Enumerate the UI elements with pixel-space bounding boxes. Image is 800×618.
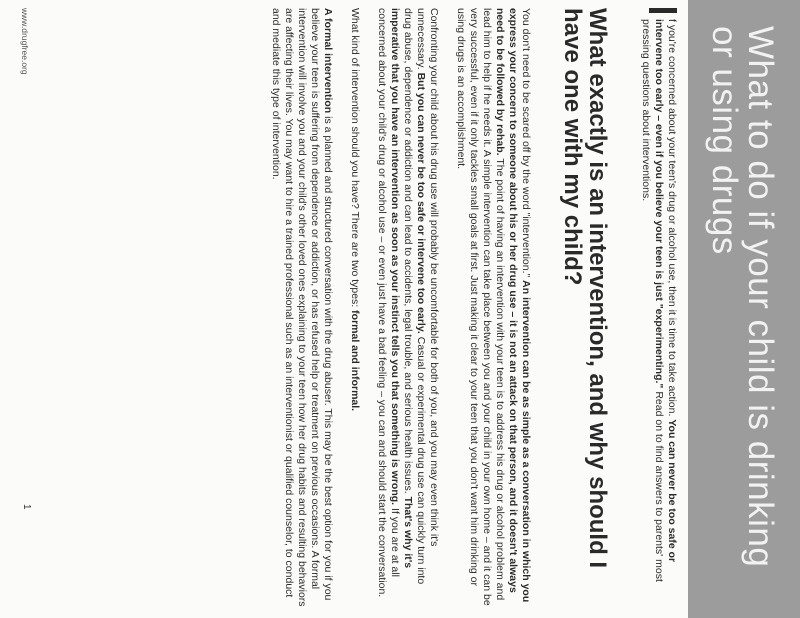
p1-text-1: You don't need to be scared off by the word "intervention." bbox=[520, 8, 532, 281]
p2-bold-1: But you can never be too safe or intervene too early. bbox=[415, 72, 427, 334]
p2-text-2: Casual or experimental drug use can quickly turn into drug abuse, dependence or addiction and can lead to accidents, legal trouble, and serious health issues. bbox=[402, 8, 427, 585]
body-text bbox=[255, 8, 532, 608]
p2-bold-2: That's why it's imperative that you have an intervention as soon as your instinct tells you that something is wrong. bbox=[389, 8, 414, 569]
paragraph-1 bbox=[454, 8, 532, 608]
intro-text-1: f you're concerned about your teen's drug or alcohol use, then it is time to take action. bbox=[666, 19, 678, 420]
paragraph-3 bbox=[348, 8, 361, 608]
page-number: 1 bbox=[21, 504, 32, 510]
p1-text-2: The point of having an intervention with your teen is to address his drug or alcohol problem and lead him to help if he needs it. A simple intervention can take place between you and your child in your own home – and it can be very successful, even if it only tackles small goals at first. Just making it clear to your teen that you don't want him drinking or using drugs is an accomplishment. bbox=[455, 8, 506, 606]
footer-url: www.drugfree.org bbox=[20, 8, 30, 75]
p1-bold-1: An intervention can be as simple as a conversation in which you express your concern to someone about his or her drug use – it is not an attack on that person, and it doesn't always need to be followed by rehab. bbox=[494, 8, 532, 603]
p3-bold-1: formal and informal. bbox=[349, 310, 361, 412]
intro-bold-1: You can never be too safe or intervene too early – even if you believe your teen is just "experimenting." bbox=[653, 19, 678, 563]
p3-text-1: What kind of intervention should you have? There are two types: bbox=[349, 8, 361, 311]
p2-text-3: If you are at all concerned about your child's drug or alcohol use – or even just have a bad feeling – you can and should start the conversation. bbox=[376, 8, 401, 598]
paragraph-2 bbox=[375, 8, 440, 608]
p4-text-1: is a planned and structured conversation with the drug abuser. This may be the best option for you if you believe your teen is suffering from dependence or addiction, or has refused help or treatment on previous occasions. A formal intervention will involve you and your child's other loved ones explaining to your teen how her drug habits and resulting behaviors are affecting their lives. You may want to hire a trained professional such as an interventionist or qualified counselor, to conduct and mediate this type of intervention. bbox=[270, 8, 334, 607]
paragraph-4 bbox=[269, 8, 334, 608]
drop-cap-bar bbox=[649, 8, 677, 13]
title-band bbox=[688, 0, 800, 618]
page-title: What to do if your child is drinking or using drugs bbox=[705, 26, 780, 568]
intro-paragraph bbox=[639, 8, 678, 608]
p2-text-1: Confronting your child about his drug use will probably be uncomfortable for both of you, and you may even think it's unnecessary. bbox=[415, 8, 440, 547]
intro-text-2: Read on to find answers to parents' most pressing questions about interventions. bbox=[640, 19, 665, 582]
intro-text bbox=[639, 19, 678, 608]
section-heading: What exactly is an intervention, and why should I have one with my child? bbox=[559, 8, 611, 569]
p4-bold-1: A formal intervention bbox=[322, 8, 334, 114]
